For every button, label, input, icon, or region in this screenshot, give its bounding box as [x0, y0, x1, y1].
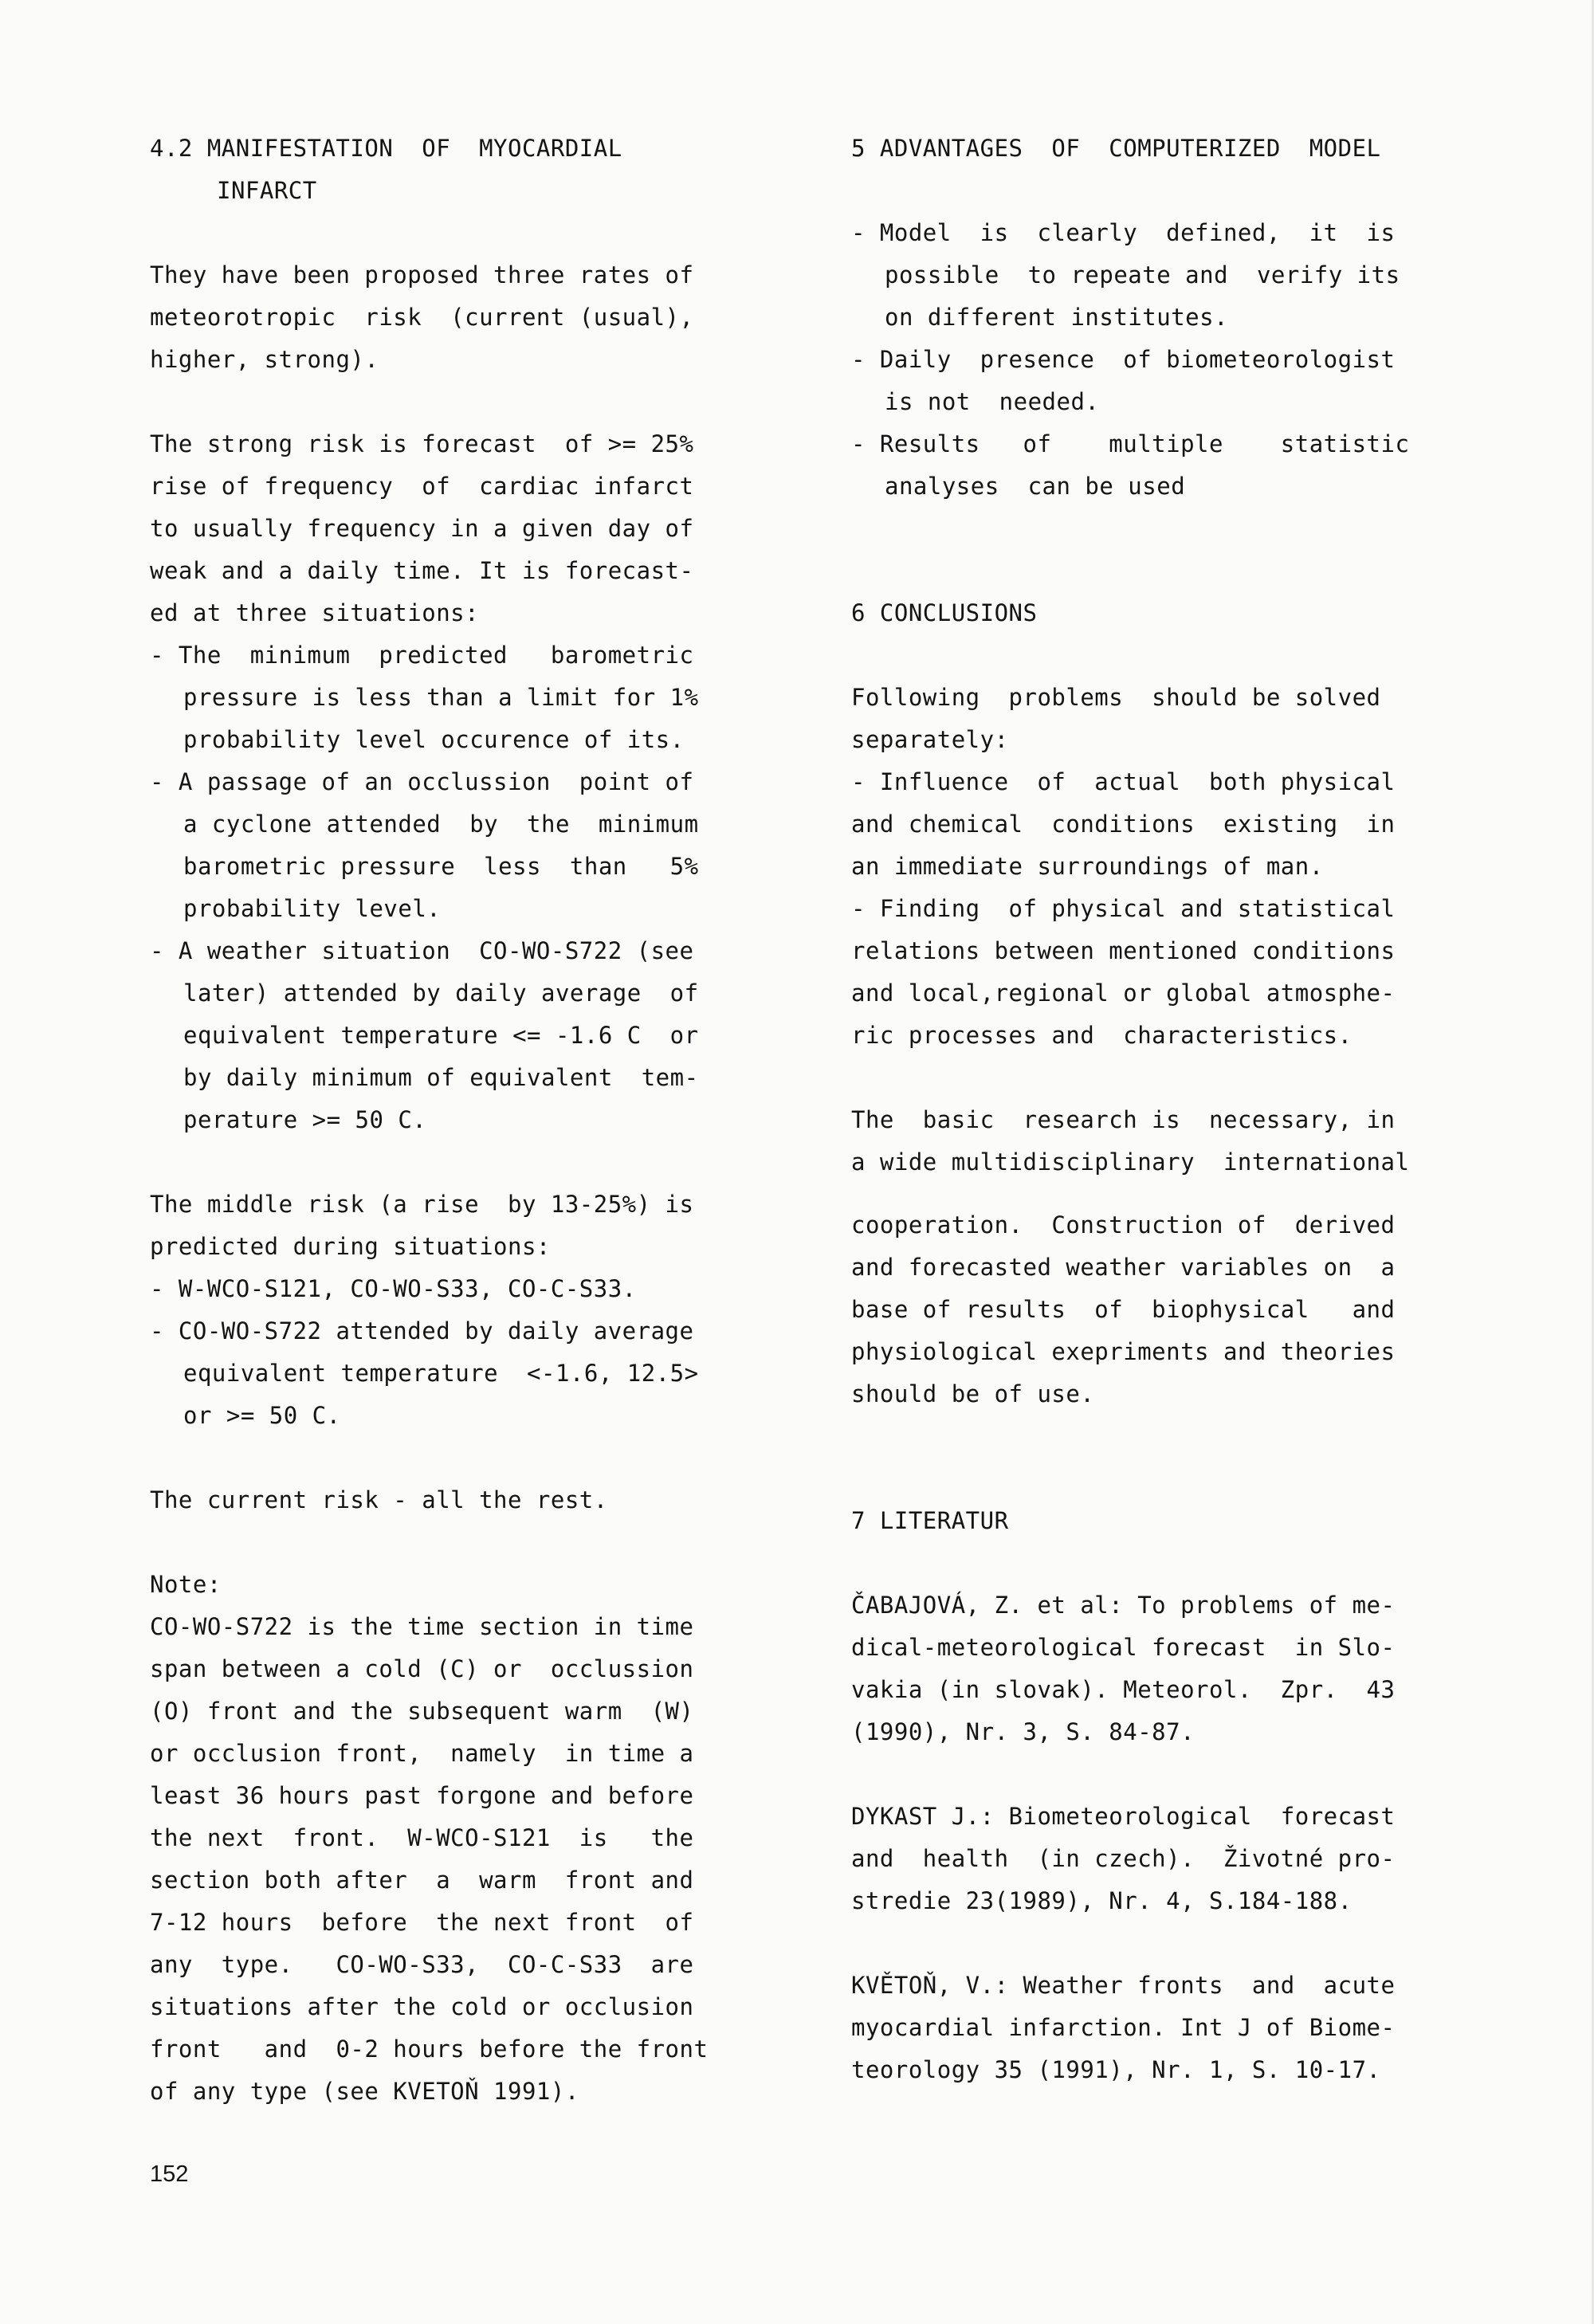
text-line: higher, strong). [150, 346, 379, 373]
text-line: weak and a daily time. It is forecast- [150, 557, 694, 584]
text-line: CO-WO-S722 is the time section in time [150, 1613, 694, 1640]
text-line: to usually frequency in a given day of [150, 515, 694, 542]
text-line: - Model is clearly defined, it is [851, 219, 1396, 246]
section-4-2-heading: 4.2 MANIFESTATION OF MYOCARDIAL [150, 135, 622, 162]
text-line: span between a cold (C) or occlussion [150, 1655, 694, 1682]
reference-item [851, 1796, 1497, 1922]
list-item [851, 212, 1497, 339]
list-item [150, 1268, 795, 1310]
text-line: myocardial infarction. Int J of Biome- [851, 2014, 1396, 2041]
text-line: The strong risk is forecast of >= 25% [150, 430, 694, 457]
text-line: and chemical conditions existing in [851, 811, 1396, 838]
section-6-heading: 6 CONCLUSIONS [851, 599, 1038, 626]
text-line: relations between mentioned conditions [851, 937, 1396, 964]
text-line: and local,regional or global atmosphe- [851, 979, 1396, 1007]
text-line: stredie 23(1989), Nr. 4, S.184-188. [851, 1887, 1353, 1914]
text-line: KVĚTOŇ, V.: Weather fronts and acute [851, 1972, 1396, 1999]
text-line: base of results of biophysical and [851, 1296, 1396, 1323]
text-line: or occlusion front, namely in time a [150, 1740, 694, 1767]
text-line: ric processes and characteristics. [851, 1022, 1353, 1049]
text-line: separately: [851, 726, 1009, 753]
text-line: barometric pressure less than 5% [183, 853, 699, 880]
text-line: - Influence of actual both physical [851, 768, 1396, 795]
paragraph-basic-research [851, 1099, 1497, 1184]
paragraph-risk-rates [150, 254, 795, 381]
paragraph-cooperation [851, 1204, 1497, 1415]
text-line: perature >= 50 C. [183, 1106, 427, 1133]
section-5-heading: 5 ADVANTAGES OF COMPUTERIZED MODEL [851, 135, 1381, 162]
paragraph-middle-risk [150, 1184, 795, 1268]
text-line: teorology 35 (1991), Nr. 1, S. 10-17. [851, 2056, 1381, 2083]
text-line: - W-WCO-S121, CO-WO-S33, CO-C-S33. [150, 1275, 637, 1302]
text-line: ed at three situations: [150, 599, 480, 626]
text-line: a cyclone attended by the minimum [183, 811, 699, 838]
text-line: Following problems should be solved [851, 684, 1381, 711]
text-line: should be of use. [851, 1380, 1095, 1407]
text-line: is not needed. [885, 388, 1100, 415]
text-line: equivalent temperature <= -1.6 C or [183, 1022, 699, 1049]
text-line: of any type (see KVETOŇ 1991). [150, 2078, 579, 2105]
text-line: cooperation. Construction of derived [851, 1211, 1396, 1239]
right-column [851, 128, 1497, 2091]
text-line: (1990), Nr. 3, S. 84-87. [851, 1718, 1196, 1745]
list-item [150, 930, 795, 1141]
list-item [150, 1310, 795, 1437]
list-item [150, 634, 795, 761]
text-line: and forecasted weather variables on a [851, 1254, 1396, 1281]
text-line: - A passage of an occlussion point of [150, 768, 694, 795]
paragraph-strong-risk [150, 423, 795, 634]
text-line: equivalent temperature <-1.6, 12.5> [183, 1360, 699, 1387]
text-line: - A weather situation CO-WO-S722 (see [150, 937, 694, 964]
text-line: the next front. W-WCO-S121 is the [150, 1824, 694, 1851]
text-line: They have been proposed three rates of [150, 261, 694, 289]
text-line: - CO-WO-S722 attended by daily average [150, 1317, 694, 1345]
text-line: rise of frequency of cardiac infarct [150, 473, 694, 500]
list-item [851, 339, 1497, 423]
text-line: dical-meteorological forecast in Slo- [851, 1634, 1396, 1661]
text-line: by daily minimum of equivalent tem- [183, 1064, 699, 1091]
text-line: section both after a warm front and [150, 1867, 694, 1894]
paragraph-conclusions-intro [851, 677, 1497, 761]
text-line: - Finding of physical and statistical [851, 895, 1396, 922]
text-line: or >= 50 C. [183, 1402, 341, 1429]
text-line: front and 0-2 hours before the front [150, 2035, 709, 2063]
text-line: - Results of multiple statistic [851, 430, 1410, 457]
text-line: least 36 hours past forgone and before [150, 1782, 694, 1809]
text-line: - The minimum predicted barometric [150, 642, 694, 669]
text-line: an immediate surroundings of man. [851, 853, 1324, 880]
text-line: - Daily presence of biometeorologist [851, 346, 1396, 373]
text-line: possible to repeate and verify its [885, 261, 1400, 289]
list-item [150, 761, 795, 930]
text-line: on different institutes. [885, 304, 1229, 331]
text-line: probability level occurence of its. [183, 726, 685, 753]
section-4-2-heading-cont: INFARCT [217, 177, 317, 204]
text-line: The basic research is necessary, in [851, 1106, 1396, 1133]
current-risk-text: The current risk - all the rest. [150, 1486, 608, 1513]
reference-item [851, 1965, 1497, 2091]
text-line: probability level. [183, 895, 442, 922]
text-line: (O) front and the subsequent warm (W) [150, 1698, 694, 1725]
text-line: predicted during situations: [150, 1233, 551, 1260]
page-number: 152 [150, 2161, 189, 2187]
text-line: situations after the cold or occlusion [150, 1993, 694, 2020]
text-line: and health (in czech). Životné pro- [851, 1845, 1396, 1872]
reference-item [851, 1584, 1497, 1753]
paragraph-influence [851, 761, 1497, 888]
note-label: Note: [150, 1571, 222, 1598]
text-line: analyses can be used [885, 473, 1186, 500]
note-paragraph [150, 1606, 795, 2113]
text-line: DYKAST J.: Biometeorological forecast [851, 1803, 1396, 1830]
left-column [150, 128, 795, 2113]
section-7-heading: 7 LITERATUR [851, 1507, 1009, 1534]
text-line: vakia (in slovak). Meteorol. Zpr. 43 [851, 1676, 1396, 1703]
paragraph-finding [851, 888, 1497, 1057]
text-line: later) attended by daily average of [183, 979, 699, 1007]
text-line: pressure is less than a limit for 1% [183, 684, 699, 711]
list-item [851, 423, 1497, 508]
text-line: The middle risk (a rise by 13-25%) is [150, 1191, 694, 1218]
text-line: ČABAJOVÁ, Z. et al: To problems of me- [851, 1592, 1396, 1619]
text-line: a wide multidisciplinary international [851, 1148, 1410, 1176]
text-line: any type. CO-WO-S33, CO-C-S33 are [150, 1951, 694, 1978]
text-line: physiological exepriments and theories [851, 1338, 1396, 1365]
text-line: meteorotropic risk (current (usual), [150, 304, 694, 331]
text-line: 7-12 hours before the next front of [150, 1909, 694, 1936]
